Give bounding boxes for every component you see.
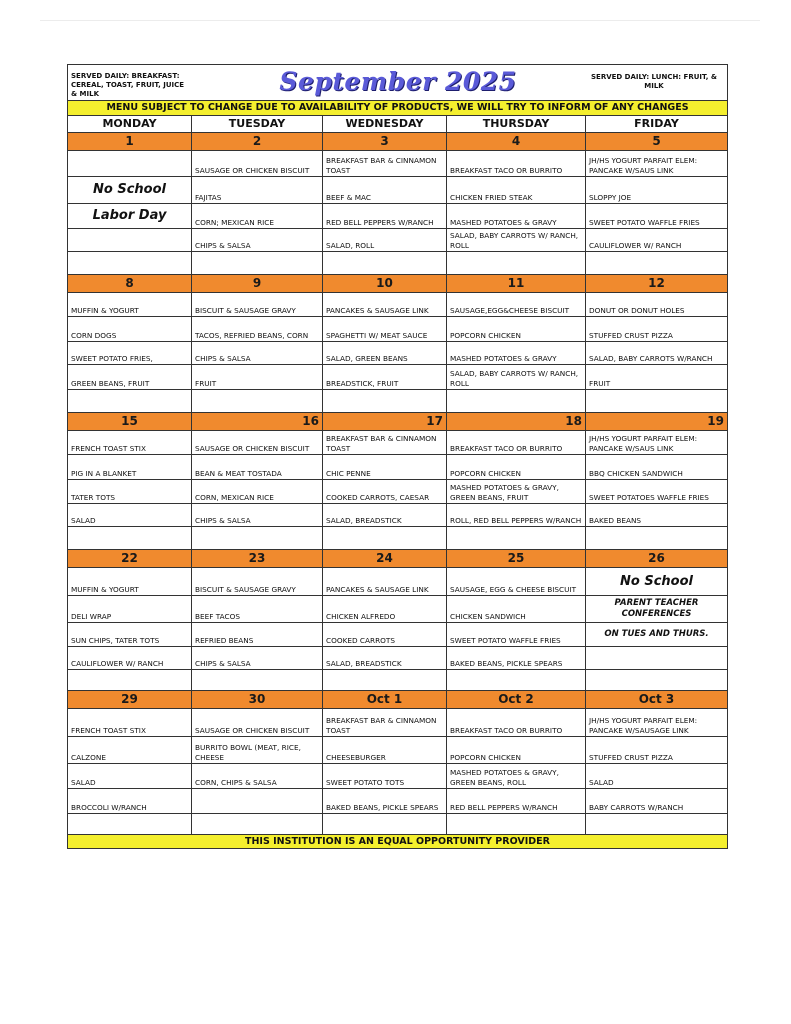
menu-item-text: BAKED BEANS, PICKLE SPEARS bbox=[450, 658, 563, 668]
menu-item-row bbox=[68, 390, 727, 412]
menu-item-text: SUN CHIPS, TATER TOTS bbox=[71, 635, 160, 645]
menu-item-text: SALAD, BABY CARROTS W/ RANCH, ROLL bbox=[450, 369, 579, 388]
menu-item bbox=[447, 647, 586, 669]
menu-item-text: PANCAKES & SAUSAGE LINK bbox=[326, 584, 429, 594]
menu-item-text: JH/HS YOGURT PARFAIT ELEM: PANCAKE W/SAUS LINK bbox=[589, 156, 698, 175]
menu-item bbox=[323, 647, 447, 669]
menu-item-text: FRENCH TOAST STIX bbox=[71, 725, 146, 735]
menu-item bbox=[447, 204, 586, 228]
menu-item bbox=[586, 365, 727, 389]
menu-item-text: BREAKFAST BAR & CINNAMON TOAST bbox=[326, 434, 437, 453]
menu-item-text: CHIPS & SALSA bbox=[195, 515, 251, 525]
menu-item bbox=[447, 229, 586, 251]
menu-item bbox=[586, 317, 727, 341]
menu-item-text: DONUT OR DONUT HOLES bbox=[589, 305, 685, 315]
date-thursday: Oct 2 bbox=[447, 691, 586, 708]
menu-item-text: STUFFED CRUST PIZZA bbox=[589, 752, 673, 762]
menu-item-text: MUFFIN & YOGURT bbox=[71, 305, 139, 315]
menu-item-text: SALAD, BREADSTICK bbox=[326, 658, 402, 668]
menu-item bbox=[68, 455, 192, 479]
conference-note bbox=[586, 623, 727, 646]
date-friday: 26 bbox=[648, 551, 665, 565]
menu-item bbox=[192, 709, 323, 736]
lunch-note: SERVED DAILY: LUNCH: FRUIT, & MILK bbox=[591, 73, 717, 90]
empty-cell bbox=[323, 527, 447, 549]
menu-item bbox=[447, 151, 586, 176]
menu-item-text: BEEF & MAC bbox=[326, 192, 372, 202]
menu-item bbox=[68, 789, 192, 813]
empty-cell bbox=[586, 814, 727, 834]
menu-item bbox=[447, 455, 586, 479]
date-thursday: 25 bbox=[447, 550, 586, 567]
menu-item-text: FRENCH TOAST STIX bbox=[71, 443, 146, 453]
menu-item-text: BISCUIT & SAUSAGE GRAVY bbox=[195, 584, 296, 594]
menu-item bbox=[68, 431, 192, 454]
menu-item bbox=[586, 177, 727, 203]
menu-item-row bbox=[68, 342, 727, 365]
menu-item bbox=[68, 737, 192, 763]
menu-item-text: SALAD, GREEN BEANS bbox=[326, 353, 408, 363]
date-tuesday: 30 bbox=[192, 691, 323, 708]
menu-item-text: CORN; MEXICAN RICE bbox=[195, 217, 274, 227]
menu-item-text: SWEET POTATO TOTS bbox=[326, 777, 405, 787]
menu-item bbox=[192, 342, 323, 364]
menu-item bbox=[447, 504, 586, 526]
date-tuesday: 23 bbox=[192, 550, 323, 567]
date-monday: 15 bbox=[68, 413, 192, 430]
weeks-container bbox=[68, 133, 727, 834]
menu-item-text: SAUSAGE OR CHICKEN BISCUIT bbox=[195, 443, 310, 453]
menu-item-text: POPCORN CHICKEN bbox=[450, 468, 521, 478]
menu-item-text: POPCORN CHICKEN bbox=[450, 752, 521, 762]
menu-item-text: MASHED POTATOES & GRAVY, GREEN BEANS, FRUIT bbox=[450, 483, 559, 502]
menu-item bbox=[447, 317, 586, 341]
menu-item-text: SAUSAGE OR CHICKEN BISCUIT bbox=[195, 165, 310, 175]
menu-item bbox=[447, 764, 586, 788]
menu-item bbox=[68, 365, 192, 389]
menu-item bbox=[192, 151, 323, 176]
menu-item-text: BEAN & MEAT TOSTADA bbox=[195, 468, 282, 478]
menu-item bbox=[447, 342, 586, 364]
menu-item-row bbox=[68, 431, 727, 455]
menu-item-text: CAULIFLOWER W/ RANCH bbox=[71, 658, 164, 668]
menu-item-row bbox=[68, 317, 727, 342]
menu-item-text: RED BELL PEPPERS W/RANCH bbox=[450, 802, 558, 812]
menu-item bbox=[68, 504, 192, 526]
menu-item-text: POPCORN CHICKEN bbox=[450, 330, 521, 340]
menu-item-text: CALZONE bbox=[71, 752, 106, 762]
conference-note bbox=[586, 596, 727, 622]
menu-item bbox=[323, 764, 447, 788]
menu-item-text: CORN, MEXICAN RICE bbox=[195, 492, 274, 502]
menu-item bbox=[68, 480, 192, 503]
menu-item-text: MASHED POTATOES & GRAVY, GREEN BEANS, ROLL bbox=[450, 768, 559, 787]
menu-item-text: COOKED CARROTS bbox=[326, 635, 395, 645]
menu-item-text: SWEET POTATO FRIES, bbox=[71, 353, 153, 363]
equal-opportunity-footer: THIS INSTITUTION IS AN EQUAL OPPORTUNITY PROVIDER bbox=[68, 834, 727, 848]
menu-item bbox=[323, 431, 447, 454]
menu-item bbox=[192, 317, 323, 341]
menu-item-row bbox=[68, 229, 727, 252]
empty-cell bbox=[68, 814, 192, 834]
menu-item-text: FAJITAS bbox=[195, 192, 222, 202]
menu-item-row bbox=[68, 252, 727, 274]
menu-item-text: CAULIFLOWER W/ RANCH bbox=[589, 240, 682, 250]
menu-item-text: BEEF TACOS bbox=[195, 611, 240, 621]
no-school-label bbox=[586, 568, 727, 595]
menu-item-text: TATER TOTS bbox=[71, 492, 116, 502]
empty-cell bbox=[323, 390, 447, 412]
menu-item bbox=[447, 596, 586, 622]
breakfast-note: SERVED DAILY: BREAKFAST: CEREAL, TOAST, FRUIT, JUICE & MILK bbox=[71, 72, 185, 98]
menu-item-row bbox=[68, 709, 727, 737]
menu-item-text: BISCUIT & SAUSAGE GRAVY bbox=[195, 305, 296, 315]
menu-item bbox=[586, 504, 727, 526]
empty-cell bbox=[192, 789, 323, 813]
empty-cell bbox=[323, 252, 447, 274]
empty-cell bbox=[447, 527, 586, 549]
date-wednesday: 24 bbox=[323, 550, 447, 567]
menu-item bbox=[586, 151, 727, 176]
date-monday: 22 bbox=[68, 550, 192, 567]
menu-item bbox=[192, 365, 323, 389]
date-friday: 5 bbox=[652, 134, 661, 148]
date-row bbox=[68, 691, 727, 709]
menu-item-text: ON TUES AND THURS. bbox=[604, 629, 709, 639]
menu-item bbox=[192, 455, 323, 479]
empty-cell bbox=[586, 670, 727, 690]
menu-item-text: PANCAKES & SAUSAGE LINK bbox=[326, 305, 429, 315]
menu-item bbox=[192, 596, 323, 622]
menu-item bbox=[447, 365, 586, 389]
menu-item-text: SLOPPY JOE bbox=[589, 192, 632, 202]
menu-item-row bbox=[68, 737, 727, 764]
menu-item-text: BREAKFAST TACO OR BURRITO bbox=[450, 165, 563, 175]
menu-item-text: STUFFED CRUST PIZZA bbox=[589, 330, 673, 340]
day-header-monday: MONDAY bbox=[68, 116, 192, 132]
date-thursday: 18 bbox=[447, 413, 586, 430]
menu-item bbox=[586, 737, 727, 763]
menu-item-row bbox=[68, 814, 727, 834]
menu-item-text: REFRIED BEANS bbox=[195, 635, 254, 645]
empty-cell bbox=[192, 390, 323, 412]
date-row bbox=[68, 550, 727, 568]
menu-item bbox=[586, 293, 727, 316]
empty-cell bbox=[447, 814, 586, 834]
menu-item bbox=[68, 647, 192, 669]
empty-cell bbox=[68, 390, 192, 412]
week-block bbox=[68, 133, 727, 275]
menu-item-text: CHIPS & SALSA bbox=[195, 240, 251, 250]
menu-item bbox=[447, 737, 586, 763]
menu-item-text: SWEET POTATO WAFFLE FRIES bbox=[450, 635, 561, 645]
date-wednesday: 10 bbox=[323, 275, 447, 292]
menu-item-text: CHEESEBURGER bbox=[326, 752, 386, 762]
date-wednesday: 3 bbox=[323, 133, 447, 150]
menu-item-row bbox=[68, 204, 727, 229]
menu-item-text: CORN DOGS bbox=[71, 330, 117, 340]
menu-item-text: BABY CARROTS W/RANCH bbox=[589, 802, 684, 812]
menu-item bbox=[586, 229, 727, 251]
menu-item-text: CHICKEN ALFREDO bbox=[326, 611, 396, 621]
menu-item bbox=[323, 342, 447, 364]
menu-item bbox=[323, 568, 447, 595]
menu-item bbox=[586, 455, 727, 479]
date-friday: Oct 3 bbox=[638, 692, 675, 706]
menu-item bbox=[192, 229, 323, 251]
week-block bbox=[68, 550, 727, 691]
menu-item bbox=[192, 623, 323, 646]
menu-item bbox=[192, 504, 323, 526]
menu-item-text: MASHED POTATOES & GRAVY bbox=[450, 353, 557, 363]
menu-item bbox=[447, 480, 586, 503]
menu-item bbox=[323, 504, 447, 526]
menu-item bbox=[323, 455, 447, 479]
menu-item bbox=[586, 204, 727, 228]
menu-item-text: PIG IN A BLANKET bbox=[71, 468, 137, 478]
empty-cell bbox=[68, 229, 192, 251]
menu-item-text: SWEET POTATOES WAFFLE FRIES bbox=[589, 492, 709, 502]
menu-item-row bbox=[68, 177, 727, 204]
menu-item-text: SAUSAGE, EGG & CHEESE BISCUIT bbox=[450, 584, 577, 594]
week-block bbox=[68, 275, 727, 413]
date-monday: 1 bbox=[68, 133, 192, 150]
menu-item-text: JH/HS YOGURT PARFAIT ELEM: PANCAKE W/SAUSAGE LINK bbox=[589, 716, 698, 735]
menu-item-text: SAUSAGE OR CHICKEN BISCUIT bbox=[195, 725, 310, 735]
date-wednesday: Oct 1 bbox=[323, 691, 447, 708]
menu-item-row bbox=[68, 527, 727, 549]
menu-item bbox=[323, 151, 447, 176]
menu-item bbox=[323, 709, 447, 736]
date-wednesday: 17 bbox=[323, 413, 447, 430]
menu-item-text: BREAKFAST BAR & CINNAMON TOAST bbox=[326, 716, 437, 735]
menu-item-row bbox=[68, 504, 727, 527]
menu-item bbox=[68, 709, 192, 736]
empty-cell bbox=[68, 670, 192, 690]
menu-item bbox=[447, 568, 586, 595]
menu-item-text: GREEN BEANS, FRUIT bbox=[71, 378, 150, 388]
menu-item-text: SPAGHETTI W/ MEAT SAUCE bbox=[326, 330, 428, 340]
empty-cell bbox=[447, 252, 586, 274]
day-header-thursday: THURSDAY bbox=[447, 116, 586, 132]
menu-item-text: TACOS, REFRIED BEANS, CORN bbox=[195, 330, 309, 340]
menu-item-text: SALAD, BABY CARROTS W/ RANCH, ROLL bbox=[450, 231, 579, 250]
menu-item-text: No School bbox=[620, 573, 693, 589]
menu-item bbox=[323, 365, 447, 389]
day-header-tuesday: TUESDAY bbox=[192, 116, 323, 132]
menu-item-text: BURRITO BOWL (MEAT, RICE, CHEESE bbox=[195, 743, 301, 762]
menu-item-row bbox=[68, 568, 727, 596]
no-school-label bbox=[68, 177, 192, 203]
menu-item-text: BAKED BEANS bbox=[589, 515, 642, 525]
menu-item bbox=[192, 568, 323, 595]
menu-item bbox=[323, 204, 447, 228]
menu-item-text: No School bbox=[93, 182, 166, 198]
menu-item bbox=[192, 480, 323, 503]
menu-item bbox=[447, 789, 586, 813]
menu-item-text: SALAD bbox=[589, 777, 614, 787]
empty-cell bbox=[192, 252, 323, 274]
menu-item bbox=[323, 789, 447, 813]
holiday-label bbox=[68, 204, 192, 228]
menu-item bbox=[192, 737, 323, 763]
menu-item-text: BREADSTICK, FRUIT bbox=[326, 378, 399, 388]
menu-item bbox=[192, 431, 323, 454]
date-thursday: 4 bbox=[447, 133, 586, 150]
menu-item bbox=[192, 293, 323, 316]
menu-item bbox=[586, 342, 727, 364]
menu-item bbox=[192, 204, 323, 228]
week-block bbox=[68, 691, 727, 834]
menu-item-text: BAKED BEANS, PICKLE SPEARS bbox=[326, 802, 439, 812]
date-row bbox=[68, 413, 727, 431]
menu-item bbox=[323, 480, 447, 503]
menu-item-row bbox=[68, 764, 727, 789]
menu-item bbox=[68, 568, 192, 595]
menu-item bbox=[586, 480, 727, 503]
menu-item bbox=[447, 709, 586, 736]
menu-item-text: CHICKEN SANDWICH bbox=[450, 611, 526, 621]
menu-item-text: BREAKFAST BAR & CINNAMON TOAST bbox=[326, 156, 437, 175]
change-notice: MENU SUBJECT TO CHANGE DUE TO AVAILABILITY OF PRODUCTS, WE WILL TRY TO INFORM OF ANY CHANGES bbox=[68, 101, 727, 116]
menu-item-text: SALAD bbox=[71, 515, 96, 525]
menu-item-text: MASHED POTATOES & GRAVY bbox=[450, 217, 557, 227]
menu-item-text: DELI WRAP bbox=[71, 611, 112, 621]
menu-item-row bbox=[68, 480, 727, 504]
menu-item bbox=[68, 764, 192, 788]
menu-item bbox=[586, 709, 727, 736]
empty-cell bbox=[68, 252, 192, 274]
menu-item-row bbox=[68, 151, 727, 177]
empty-cell bbox=[192, 670, 323, 690]
menu-item-text: CHIC PENNE bbox=[326, 468, 371, 478]
menu-item-row bbox=[68, 623, 727, 647]
date-tuesday: 9 bbox=[192, 275, 323, 292]
menu-item bbox=[447, 293, 586, 316]
empty-cell bbox=[586, 647, 727, 669]
day-header-friday: FRIDAY bbox=[634, 117, 679, 130]
menu-item bbox=[323, 737, 447, 763]
menu-item bbox=[323, 596, 447, 622]
lunch-menu-calendar bbox=[67, 64, 728, 849]
empty-cell bbox=[68, 151, 192, 176]
date-row bbox=[68, 133, 727, 151]
menu-item bbox=[192, 647, 323, 669]
menu-item-text: BREAKFAST TACO OR BURRITO bbox=[450, 725, 563, 735]
menu-item-text: MUFFIN & YOGURT bbox=[71, 584, 139, 594]
menu-item-text: COOKED CARROTS, CAESAR bbox=[326, 492, 430, 502]
menu-item-text: SALAD, ROLL bbox=[326, 240, 375, 250]
menu-item-text: CHIPS & SALSA bbox=[195, 353, 251, 363]
empty-cell bbox=[68, 527, 192, 549]
menu-item bbox=[323, 229, 447, 251]
menu-item-row bbox=[68, 789, 727, 814]
menu-item bbox=[68, 342, 192, 364]
day-header-wednesday: WEDNESDAY bbox=[323, 116, 447, 132]
menu-item-row bbox=[68, 293, 727, 317]
empty-cell bbox=[192, 814, 323, 834]
date-thursday: 11 bbox=[447, 275, 586, 292]
menu-item-text: BREAKFAST TACO OR BURRITO bbox=[450, 443, 563, 453]
week-block bbox=[68, 413, 727, 550]
menu-item-text: BBQ CHICKEN SANDWICH bbox=[589, 468, 683, 478]
menu-item-row bbox=[68, 670, 727, 690]
menu-item-row bbox=[68, 596, 727, 623]
menu-item bbox=[323, 293, 447, 316]
menu-item-text: SALAD bbox=[71, 777, 96, 787]
menu-item bbox=[323, 623, 447, 646]
menu-item-text: SALAD, BREADSTICK bbox=[326, 515, 402, 525]
menu-item-text: CHICKEN FRIED STEAK bbox=[450, 192, 533, 202]
menu-item-text: FRUIT bbox=[195, 378, 217, 388]
menu-item bbox=[447, 177, 586, 203]
menu-item-text: CHIPS & SALSA bbox=[195, 658, 251, 668]
empty-cell bbox=[586, 252, 727, 274]
date-friday: 12 bbox=[648, 276, 665, 290]
empty-cell bbox=[586, 527, 727, 549]
menu-item-text: CORN, CHIPS & SALSA bbox=[195, 777, 277, 787]
empty-cell bbox=[192, 527, 323, 549]
menu-item-text: BROCCOLI W/RANCH bbox=[71, 802, 147, 812]
date-row bbox=[68, 275, 727, 293]
menu-item-text: SAUSAGE,EGG&CHEESE BISCUIT bbox=[450, 305, 570, 315]
menu-item-row bbox=[68, 647, 727, 670]
menu-header bbox=[68, 65, 727, 101]
menu-item-text: ROLL, RED BELL PEPPERS W/RANCH bbox=[450, 515, 582, 525]
menu-item-row bbox=[68, 455, 727, 480]
menu-item-text: SWEET POTATO WAFFLE FRIES bbox=[589, 217, 700, 227]
menu-item bbox=[192, 177, 323, 203]
scan-edge-line bbox=[40, 20, 760, 21]
page-title: September 2025 bbox=[279, 67, 517, 96]
menu-item bbox=[68, 317, 192, 341]
menu-item-text: SALAD, BABY CARROTS W/RANCH bbox=[589, 353, 713, 363]
menu-item bbox=[586, 764, 727, 788]
menu-item-text: JH/HS YOGURT PARFAIT ELEM: PANCAKE W/SAUS LINK bbox=[589, 434, 698, 453]
menu-item bbox=[586, 789, 727, 813]
menu-item-text: PARENT TEACHER CONFERENCES bbox=[614, 598, 699, 619]
empty-cell bbox=[323, 670, 447, 690]
menu-item bbox=[68, 293, 192, 316]
empty-cell bbox=[447, 670, 586, 690]
menu-item bbox=[68, 623, 192, 646]
menu-item bbox=[323, 177, 447, 203]
menu-item bbox=[447, 623, 586, 646]
menu-item-text: FRUIT bbox=[589, 378, 611, 388]
menu-item bbox=[586, 431, 727, 454]
menu-item-row bbox=[68, 365, 727, 390]
menu-item bbox=[323, 317, 447, 341]
date-friday: 19 bbox=[707, 414, 724, 428]
menu-item bbox=[192, 764, 323, 788]
date-tuesday: 2 bbox=[192, 133, 323, 150]
weekday-header-row bbox=[68, 116, 727, 133]
menu-item-text: Labor Day bbox=[92, 208, 167, 224]
menu-item bbox=[68, 596, 192, 622]
date-monday: 29 bbox=[68, 691, 192, 708]
menu-item-text: RED BELL PEPPERS W/RANCH bbox=[326, 217, 434, 227]
menu-item bbox=[447, 431, 586, 454]
empty-cell bbox=[323, 814, 447, 834]
empty-cell bbox=[447, 390, 586, 412]
date-monday: 8 bbox=[68, 275, 192, 292]
empty-cell bbox=[586, 390, 727, 412]
date-tuesday: 16 bbox=[192, 413, 323, 430]
